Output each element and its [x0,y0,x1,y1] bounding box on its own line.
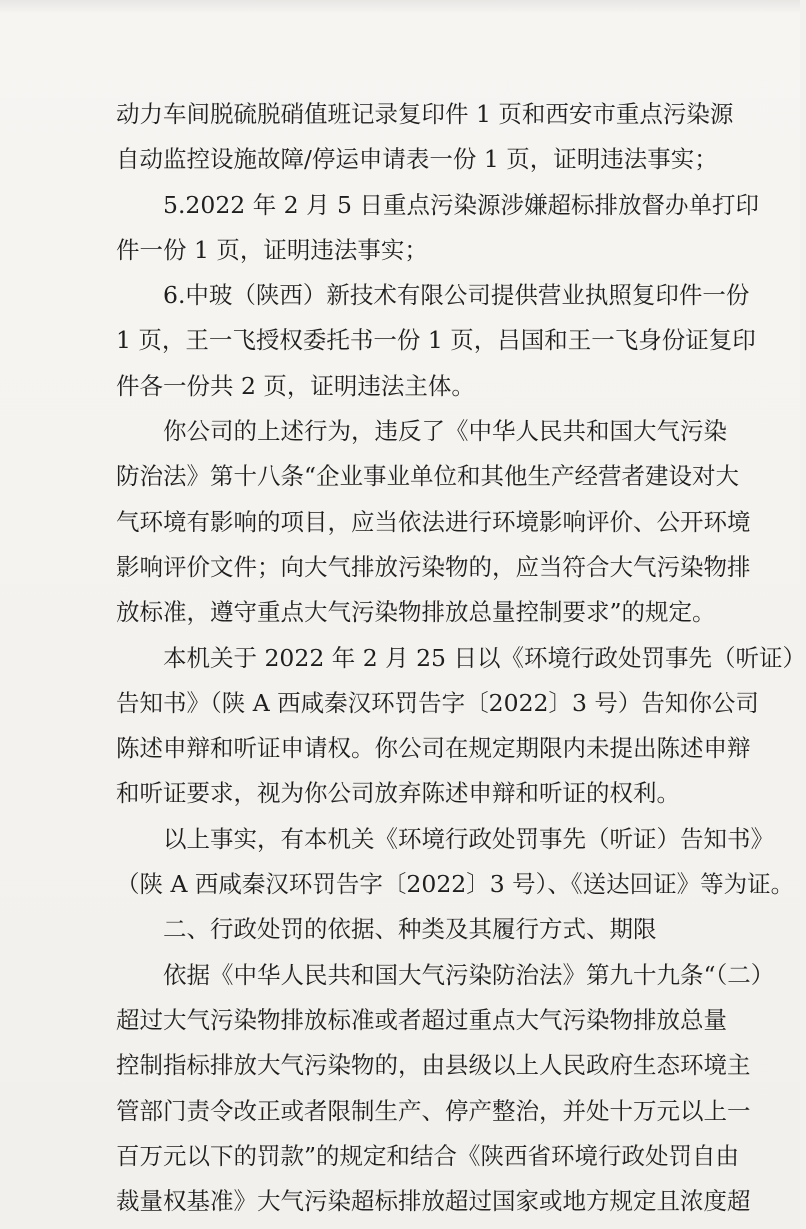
text-line: 以上事实，有本机关《环境行政处罚事先（听证）告知书》 [163,824,774,853]
text-line: （陕 A 西咸秦汉环罚告字〔2022〕3 号）、《送达回证》等为证。 [116,870,795,899]
text-line: 放标准，遵守重点大气污染物排放总量控制要求”的规定。 [116,598,716,627]
text-line: 防治法》第十八条“企业事业单位和其他生产经营者建设对大 [116,462,740,491]
text-line: 和听证要求，视为你公司放弃陈述申辩和听证的权利。 [116,779,680,808]
text-line: 件一份 1 页，证明违法事实； [116,235,428,264]
text-line: 5.2022 年 2 月 5 日重点污染源涉嫌超标排放督办单打印 [163,190,759,219]
document-body [116,92,806,1224]
section-heading: 二、行政处罚的依据、种类及其履行方式、期限 [163,915,657,944]
text-line: 百万元以下的罚款”的规定和结合《陕西省环境行政处罚自由 [116,1141,740,1170]
text-line: 告知书》（陕 A 西咸秦汉环罚告字〔2022〕3 号）告知你公司 [116,688,759,717]
text-line: 影响评价文件；向大气排放污染物的，应当符合大气污染物排 [116,552,751,581]
scan-edge-shadow [0,0,800,14]
text-line: 陈述申辩和听证申请权。你公司在规定期限内未提出陈述申辩 [116,734,751,763]
text-line: 本机关于 2022 年 2 月 25 日以《环境行政处罚事先（听证） [163,643,806,672]
text-line: 依据《中华人民共和国大气污染防治法》第九十九条“（二） [163,960,775,989]
text-line: 你公司的上述行为，违反了《中华人民共和国大气污染 [163,417,727,446]
text-line: 管部门责令改正或者限制生产、停产整治，并处十万元以上一 [116,1096,751,1125]
text-line: 件各一份共 2 页，证明违法主体。 [116,371,475,400]
text-line: 控制指标排放大气污染物的，由县级以上人民政府生态环境主 [116,1051,751,1080]
text-line: 裁量权基准》大气污染超标排放超过国家或地方规定且浓度超 [116,1187,751,1216]
text-line: 6.中玻（陕西）新技术有限公司提供营业执照复印件一份 [163,281,750,310]
text-line: 气环境有影响的项目，应当依法进行环境影响评价、公开环境 [116,507,751,536]
text-line: 超过大气污染物排放标准或者超过重点大气污染物排放总量 [116,1005,727,1034]
text-line: 动力车间脱硫脱硝值班记录复印件 1 页和西安市重点污染源 [116,100,734,128]
text-line: 自动监控设施故障/停运申请表一份 1 页，证明违法事实； [116,145,718,174]
text-line: 1 页，王一飞授权委托书一份 1 页，吕国和王一飞身份证复印 [116,326,756,355]
